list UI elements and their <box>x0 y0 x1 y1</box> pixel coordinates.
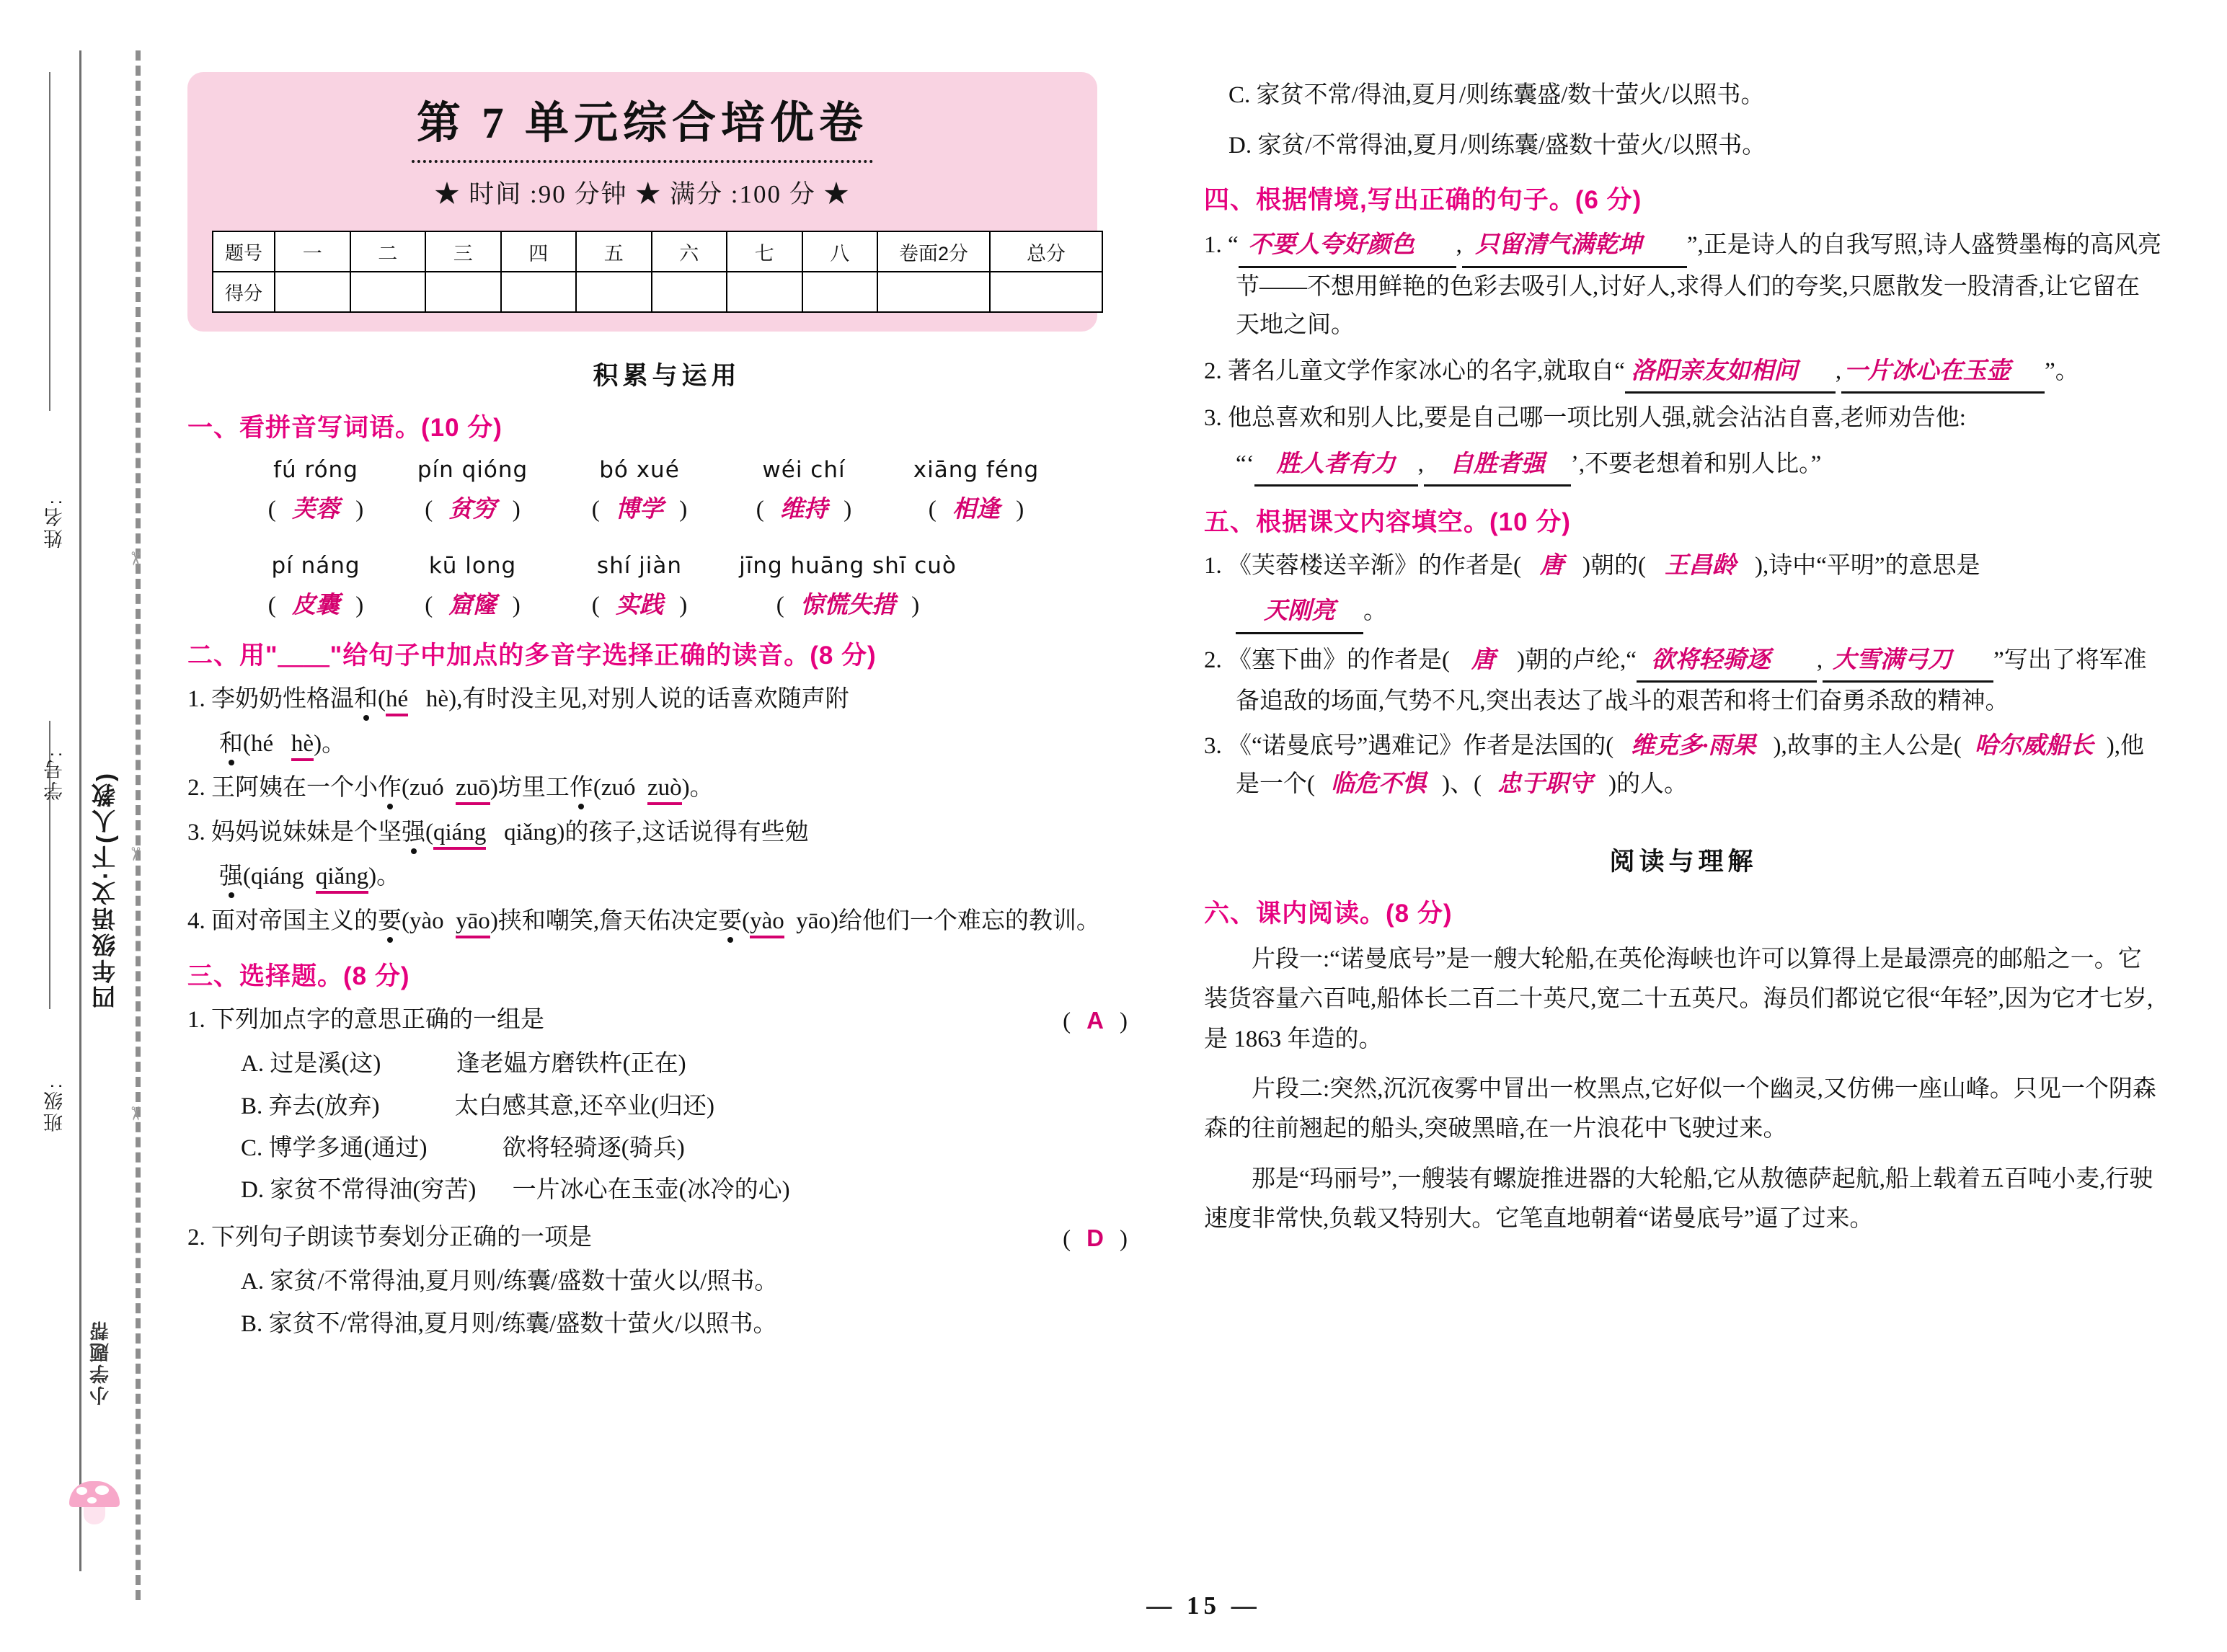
section-heading-3: 三、选择题。(8 分) <box>187 962 410 990</box>
pinyin-row-2 <box>244 553 1146 620</box>
separator: , <box>1417 450 1424 477</box>
right-column <box>1204 0 2163 1250</box>
score-cell[interactable] <box>350 272 426 312</box>
page-title: 第 7 单元综合培优卷 <box>416 99 868 148</box>
fill-blank[interactable]: 不要人夸好颜色 <box>1239 225 1456 267</box>
dotted-char: 要 <box>718 907 743 934</box>
table-row <box>213 231 1102 272</box>
option-item[interactable] <box>1228 127 2163 164</box>
option-left: 博学多通(通过) <box>268 1134 428 1161</box>
option-item[interactable] <box>1228 76 2163 114</box>
title-underline <box>412 160 873 163</box>
option-item[interactable] <box>241 1129 1146 1167</box>
fill-blank[interactable]: 欲将轻骑逐 <box>1637 640 1817 683</box>
pinyin-item <box>244 553 388 620</box>
worksheet-page <box>180 0 2227 1652</box>
pinyin-text: pí náng <box>271 553 360 579</box>
answer-text[interactable]: 忠于职守 <box>1497 771 1593 798</box>
page-number: 15 <box>1187 1591 1221 1620</box>
option-text: 家贫/不常得油,夏月/则练囊/盛数十萤火/以照书。 <box>1257 133 1766 159</box>
option-left: 过是溪(这) <box>270 1051 381 1078</box>
answer-slot[interactable]: ( 博学 ) <box>591 497 688 523</box>
option-label: C. <box>241 1134 263 1161</box>
score-cell[interactable] <box>652 272 727 312</box>
score-cell[interactable] <box>877 272 990 312</box>
question-text: 下列句子朗读节奏划分正确的一项是 <box>211 1224 592 1251</box>
question-item-cont <box>1236 591 2163 634</box>
answer-text[interactable]: 维克多·雨果 <box>1631 732 1756 759</box>
separator: , <box>1816 647 1823 673</box>
table-row <box>213 272 1102 312</box>
answer-text: D <box>1086 1224 1104 1251</box>
question-item <box>187 1219 1146 1257</box>
item-number: 2. <box>1204 647 1222 673</box>
answer-text: 维持 <box>780 497 828 523</box>
answer-text: 窟窿 <box>448 592 497 619</box>
score-table-row-label: 得分 <box>213 272 275 312</box>
fill-blank[interactable]: 自胜者强 <box>1424 444 1571 487</box>
score-col-header: 卷面2分 <box>877 231 990 272</box>
fill-blank[interactable]: 大雪满弓刀 <box>1823 640 1993 683</box>
question-text: 《芙蓉楼送辛渐》的作者是( <box>1228 552 1521 579</box>
student-class-label: 班级: <box>44 1081 66 1132</box>
pinyin-item <box>388 553 557 620</box>
option-item[interactable] <box>241 1088 1146 1125</box>
question-text: ),他是一个( <box>1236 732 2145 798</box>
answer-text: 惊慌失措 <box>800 592 895 619</box>
question-text: ”。 <box>2045 358 2079 384</box>
pinyin-item <box>388 457 557 524</box>
pinyin-row-1 <box>244 457 1146 524</box>
score-cell[interactable] <box>802 272 878 312</box>
reading-paragraph: 那是“玛丽号”,一艘装有螺旋推进器的大轮船,它从敖德萨起航,船上载着五百吨小麦,行驶速度非常快,负载又特别大。它笔直地朝着“诺曼底号”逼了过来。 <box>1204 1165 2153 1233</box>
fill-blank[interactable]: 洛阳亲友如相问 <box>1625 351 1836 394</box>
question-text: )朝的卢纶,“ <box>1517 647 1637 673</box>
dotted-char: 要 <box>378 907 402 934</box>
item-number: 1. <box>187 686 205 713</box>
question-item <box>187 1001 1146 1039</box>
answer-text[interactable]: 唐 <box>1540 552 1564 579</box>
answer-slot[interactable]: ( 实践 ) <box>591 592 688 619</box>
pinyin-choice-selected[interactable]: qiǎng <box>316 863 368 894</box>
option-label: B. <box>241 1093 263 1119</box>
item-number: 2. <box>1204 358 1222 384</box>
pinyin-choice-selected[interactable]: qiáng <box>433 820 486 850</box>
pinyin-item <box>722 457 886 524</box>
question-text: ),故事的主人公是( <box>1773 732 1962 759</box>
fill-blank[interactable]: 天刚亮 <box>1236 591 1363 634</box>
pinyin-choice-selected[interactable]: yào <box>750 908 784 938</box>
scissors-icon: ✂ <box>124 846 146 862</box>
subject-label: 四年级语文·下(人教) <box>92 771 118 1009</box>
score-table-row-label: 题号 <box>213 231 275 272</box>
question-item-cont: 强(qiáng qiǎng)。 <box>219 858 1146 896</box>
pinyin-choice[interactable]: qiáng <box>251 863 304 890</box>
question-text: 。 <box>689 775 714 801</box>
score-cell[interactable] <box>576 272 652 312</box>
score-col-header: 四 <box>501 231 577 272</box>
question-text: 坊里工 <box>497 775 570 801</box>
question-text: 。 <box>322 730 346 757</box>
pinyin-text: shí jiàn <box>596 553 683 579</box>
question-item <box>1204 547 2163 585</box>
question-item: 4. 面对帝国主义的要(yào yāo)挟和嘲笑,詹天佑决定要(yào yāo)给他们一个难忘的教训。 <box>187 902 1146 941</box>
item-number: 1. <box>1204 232 1222 259</box>
pinyin-choice[interactable]: qiǎng <box>504 819 557 845</box>
option-item[interactable] <box>241 1045 1146 1083</box>
quote-open: “‘ <box>1236 450 1254 477</box>
dotted-char: 和 <box>219 730 243 757</box>
page-footer <box>180 1591 2227 1620</box>
pinyin-choice-selected[interactable]: hé <box>386 686 408 716</box>
score-col-header: 总分 <box>990 231 1102 272</box>
question-text: 面对帝国主义的 <box>211 907 378 934</box>
student-name-label: 姓名: <box>44 497 66 549</box>
question-text: 李奶奶性格温 <box>211 686 354 713</box>
answer-text: 贫穷 <box>448 497 497 523</box>
pinyin-text: bó xué <box>599 457 680 484</box>
fill-blank[interactable]: 胜人者有力 <box>1254 444 1418 487</box>
scissors-icon: ✂ <box>124 1106 146 1122</box>
question-text: 下列加点字的意思正确的一组是 <box>211 1006 544 1033</box>
pinyin-text: wéi chí <box>762 457 846 484</box>
answer-text: 芙蓉 <box>292 497 340 523</box>
pinyin-item <box>886 457 1066 524</box>
answer-text: A <box>1086 1006 1104 1034</box>
option-right: 一片冰心在玉壶(冰冷的心) <box>512 1176 790 1203</box>
score-col-header: 一 <box>275 231 350 272</box>
option-item[interactable] <box>241 1305 1146 1343</box>
answer-slot[interactable]: ( 维持 ) <box>756 497 852 523</box>
item-number: 3. <box>187 819 205 845</box>
scissors-icon: ✂ <box>124 551 146 567</box>
option-label: A. <box>241 1269 265 1295</box>
score-cell[interactable] <box>990 272 1102 312</box>
pinyin-choice[interactable]: hé <box>251 730 274 757</box>
pinyin-text: pín qióng <box>417 457 528 484</box>
part-heading-2: 阅读与理解 <box>1609 847 1758 876</box>
question-text: )、( <box>1442 771 1482 798</box>
pinyin-item <box>722 553 974 620</box>
dotted-char: 和 <box>354 686 378 713</box>
question-item-cont: 和(hé hè)。 <box>219 725 1146 763</box>
answer-slot[interactable]: ( 窟窿 ) <box>425 592 521 619</box>
answer-slot[interactable]: ( 贫穷 ) <box>425 497 521 523</box>
exam-subtitle: ★ 时间 :90 分钟 ★ 满分 :100 分 ★ <box>434 180 851 209</box>
answer-text[interactable]: 临危不惧 <box>1331 771 1426 798</box>
score-cell[interactable] <box>425 272 501 312</box>
question-item <box>1204 351 2163 394</box>
pinyin-choice-selected[interactable]: zuò <box>647 775 682 805</box>
question-item <box>1204 640 2163 721</box>
pinyin-choice-selected[interactable]: zuō <box>456 775 490 805</box>
option-label: C. <box>1228 82 1251 108</box>
part-heading-1: 积累与运用 <box>593 362 741 391</box>
option-item[interactable] <box>241 1263 1146 1300</box>
question-text: ),诗中“平明”的意思是 <box>1754 552 1980 579</box>
question-item <box>1204 225 2163 345</box>
pinyin-choice[interactable]: hè <box>425 686 449 713</box>
student-id-label: 学号: <box>44 750 66 801</box>
score-table <box>212 231 1103 313</box>
question-text: 《“诺曼底号”遇难记》作者是法国的( <box>1228 732 1614 759</box>
score-col-header: 八 <box>802 231 878 272</box>
question-text: ’,不要老想着和别人比。” <box>1570 450 1822 477</box>
pinyin-choice-selected[interactable]: yāo <box>456 908 490 938</box>
question-item: 2. 王阿姨在一个小作(zuó zuō)坊里工作(zuó zuò)。 <box>187 769 1146 807</box>
dotted-char: 作 <box>569 775 593 801</box>
question-text: 《塞下曲》的作者是( <box>1228 647 1450 673</box>
item-number: 1. <box>187 1006 205 1033</box>
pinyin-item <box>557 457 722 524</box>
score-col-header: 五 <box>576 231 652 272</box>
footer-dash-left: — <box>1146 1591 1177 1620</box>
pinyin-choice[interactable]: yāo <box>796 907 831 934</box>
separator: , <box>1456 232 1462 259</box>
mushroom-decoration-icon <box>69 1481 120 1526</box>
option-right: 欲将轻骑逐(骑兵) <box>502 1134 685 1161</box>
question-text: 给他们一个难忘的教训。 <box>838 907 1100 934</box>
item-number: 4. <box>187 907 205 934</box>
section-heading-5: 五、根据课文内容填空。(10 分) <box>1204 507 1571 536</box>
score-col-header: 六 <box>652 231 727 272</box>
question-text: 的孩子,这话说得有些勉 <box>565 819 809 845</box>
binding-margin <box>0 0 180 1652</box>
separator: , <box>1835 358 1842 384</box>
section-heading-4: 四、根据情境,写出正确的句子。(6 分) <box>1204 186 1642 215</box>
section-heading-6: 六、课内阅读。(8 分) <box>1204 899 1453 928</box>
question-item: 1. 李奶奶性格温和(hé hè),有时没主见,对别人说的话喜欢随声附 <box>187 680 1146 719</box>
option-label: D. <box>241 1176 265 1203</box>
score-col-header: 二 <box>350 231 426 272</box>
option-left: 家贫不常得油(穷苦) <box>270 1176 477 1203</box>
divider-line-1 <box>49 72 50 411</box>
fill-blank[interactable]: 一片冰心在玉壶 <box>1841 351 2045 394</box>
answer-text: 实践 <box>616 592 663 619</box>
pinyin-item <box>557 553 722 620</box>
pinyin-text: jīng huāng shī cuò <box>739 553 957 579</box>
question-text: 。 <box>1363 598 1387 625</box>
pinyin-choice[interactable]: yào <box>409 907 444 934</box>
answer-bracket[interactable]: ( A ) <box>1063 1006 1128 1034</box>
option-text: 家贫不常/得油,夏月/则练囊盛/数十萤火/以照书。 <box>1256 82 1765 108</box>
score-col-header: 三 <box>425 231 501 272</box>
score-cell[interactable] <box>727 272 802 312</box>
option-label: D. <box>1228 133 1252 159</box>
question-text: ”,正是诗人的自我写照,诗人盛赞墨梅的高风亮节——不想用鲜艳的色彩去吸引人,讨好人,求得人们的夸奖,只愿散发一股清香,让它留在天地之间。 <box>1236 232 2162 339</box>
answer-slot[interactable]: ( 芙蓉 ) <box>267 497 364 523</box>
question-text: 著名儿童文学作家冰心的名字,就取自“ <box>1228 358 1625 384</box>
option-label: A. <box>241 1051 265 1078</box>
option-text: 家贫不/常得油,夏月则/练囊/盛数十萤火/以照书。 <box>268 1310 777 1337</box>
question-text: ”写出了将军准备追敌的场面,气势不凡,突出表达了战斗的艰苦和将士们奋勇杀敌的精神。 <box>1236 647 2147 715</box>
score-col-header: 七 <box>727 231 802 272</box>
answer-bracket[interactable]: ( D ) <box>1063 1224 1128 1252</box>
question-text: )朝的( <box>1582 552 1646 579</box>
dotted-char: 作 <box>378 775 402 801</box>
pinyin-text: fú róng <box>273 457 358 484</box>
pinyin-text: kū long <box>428 553 517 579</box>
item-number: 1. <box>1204 552 1222 579</box>
option-label: B. <box>241 1310 263 1337</box>
item-number: 2. <box>187 775 205 801</box>
question-text: 。 <box>376 863 401 890</box>
answer-text: 皮囊 <box>292 592 340 619</box>
answer-text[interactable]: 哈尔威船长 <box>1974 732 2094 759</box>
answer-slot[interactable]: ( 惊慌失措 ) <box>776 592 920 619</box>
question-text: 王阿姨在一个小 <box>211 775 378 801</box>
section-heading-2: 二、用"＿＿"给句子中加点的多音字选择正确的读音。(8 分) <box>187 641 877 670</box>
answer-slot[interactable]: ( 相逢 ) <box>928 497 1024 523</box>
answer-text[interactable]: 唐 <box>1471 647 1495 673</box>
pinyin-choice[interactable]: zuó <box>601 775 636 801</box>
option-left: 弃去(放弃) <box>268 1093 380 1119</box>
question-text: ,有时没主见,对别人说的话喜欢随声附 <box>456 686 849 713</box>
footer-dash-right: — <box>1231 1591 1261 1620</box>
pinyin-choice-selected[interactable]: hè <box>291 731 314 761</box>
quote-open: “ <box>1228 232 1239 259</box>
brand-label: 小学题帮 <box>90 1319 112 1405</box>
question-text: 他总喜欢和别人比,要是自己哪一项比别人强,就会沾沾自喜,老师劝告他: <box>1228 405 1966 432</box>
answer-text: 博学 <box>616 497 663 523</box>
answer-text[interactable]: 王昌龄 <box>1664 552 1736 579</box>
answer-text: 相逢 <box>952 497 1000 523</box>
question-item <box>1204 727 2163 804</box>
question-text: 妈妈说妹妹是个坚 <box>211 819 402 845</box>
question-item-cont <box>1236 444 2163 487</box>
item-number: 3. <box>1204 405 1222 432</box>
option-text: 家贫/不常得油,夏月则/练囊/盛数十萤火以/照书。 <box>270 1269 779 1295</box>
item-number: 3. <box>1204 732 1222 759</box>
answer-slot[interactable]: ( 皮囊 ) <box>267 592 364 619</box>
fill-blank[interactable]: 只留清气满乾坤 <box>1462 225 1687 267</box>
pinyin-item <box>244 457 388 524</box>
option-right: 太白感其意,还卒业(归还) <box>454 1093 714 1119</box>
question-text: 挟和嘲笑,詹天佑决定 <box>497 907 719 934</box>
score-cell[interactable] <box>501 272 577 312</box>
question-text: )的人。 <box>1608 771 1688 798</box>
question-item <box>1204 399 2163 438</box>
score-cell[interactable] <box>275 272 350 312</box>
option-item[interactable] <box>241 1171 1146 1209</box>
exam-header-card <box>187 72 1097 332</box>
dotted-char: 强 <box>219 863 243 890</box>
pinyin-choice[interactable]: zuó <box>409 775 444 801</box>
reading-paragraph: 片段二:突然,沉沉夜雾中冒出一枚黑点,它好似一个幽灵,又仿佛一座山峰。只见一个阴森森的往前翘起的船头,突破黑暗,在一片浪花中飞驶过来。 <box>1204 1076 2156 1142</box>
margin-dashed-cut-line <box>136 50 141 1600</box>
option-right: 逢老媪方磨铁杵(正在) <box>456 1051 686 1078</box>
left-column <box>187 0 1146 1347</box>
dotted-char: 强 <box>402 819 425 845</box>
question-item: 3. 妈妈说妹妹是个坚强(qiáng qiǎng)的孩子,这话说得有些勉 <box>187 814 1146 852</box>
margin-solid-line <box>79 50 81 1571</box>
pinyin-text: xiāng féng <box>913 457 1040 484</box>
item-number: 2. <box>187 1224 205 1251</box>
reading-paragraph: 片段一:“诺曼底号”是一艘大轮船,在英伦海峡也许可以算得上是最漂亮的邮船之一。它装货容量六百吨,船体长二百二十英尺,宽二十五英尺。海员们都说它很“年轻”,因为它才七岁,是 1863 年造的。 <box>1204 946 2153 1052</box>
section-heading-1: 一、看拼音写词语。(10 分) <box>187 414 502 443</box>
